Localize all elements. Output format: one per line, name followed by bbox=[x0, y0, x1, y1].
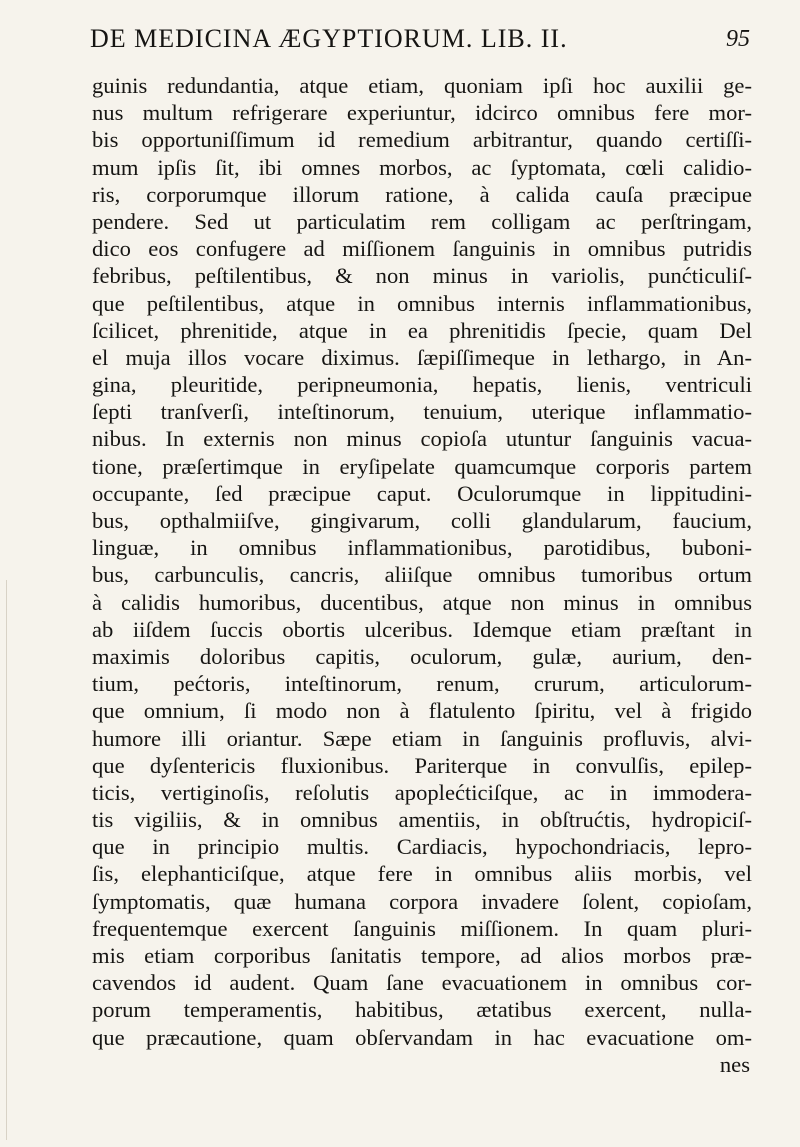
text-line: tium, pećtoris, inteſtinorum, renum, crurum, articulorum- bbox=[92, 671, 752, 697]
text-line: que peſtilentibus, atque in omnibus internis inflammationibus, bbox=[92, 290, 752, 316]
text-line: cavendos id audent. Quam ſane evacuationem in omnibus cor- bbox=[92, 970, 752, 996]
text-line: maximis doloribus capitis, oculorum, gulæ, aurium, den- bbox=[92, 643, 752, 669]
text-line: frequentemque exercent ſanguinis miſſionem. In quam pluri- bbox=[92, 915, 752, 941]
text-line: pendere. Sed ut particulatim rem colligam ac perſtringam, bbox=[92, 208, 752, 234]
text-line: ſis, elephanticiſque, atque fere in omnibus aliis morbis, vel bbox=[92, 861, 752, 887]
text-line: bus, opthalmiiſve, gingivarum, colli glandularum, faucium, bbox=[92, 508, 752, 533]
text-line: dico eos confugere ad miſſionem ſanguinis in omnibus putridis bbox=[92, 236, 752, 262]
text-line: que omnium, ſi modo non à flatulento ſpiritu, vel à frigido bbox=[92, 698, 752, 724]
text-line: que dyſentericis fluxionibus. Pariterque in convulſis, epilep- bbox=[92, 752, 752, 778]
page-header bbox=[90, 22, 750, 62]
text-line: tis vigiliis, & in omnibus amentiis, in obſtrućtis, hydropiciſ- bbox=[92, 807, 752, 833]
catchword: nes bbox=[719, 1051, 750, 1077]
text-line: ſymptomatis, quæ humana corpora invadere ſolent, copioſam, bbox=[92, 888, 752, 914]
text-line: ab iiſdem ſuccis obortis ulceribus. Idemque etiam præſtant in bbox=[92, 616, 752, 642]
text-line: ſepti tranſverſi, inteſtinorum, tenuium, uterique inflammatio- bbox=[92, 399, 752, 425]
text-line: gina, pleuritide, peripneumonia, hepatis, lienis, ventriculi bbox=[92, 372, 752, 398]
text-line: mis etiam corporibus ſanitatis tempore, ad alios morbos præ- bbox=[92, 943, 752, 968]
page-edge-line bbox=[6, 580, 7, 1140]
text-line: bus, carbunculis, cancris, aliiſque omnibus tumoribus ortum bbox=[92, 562, 752, 588]
body-text bbox=[92, 72, 752, 1078]
text-line: que præcautione, quam obſervandam in hac evacuatione om- bbox=[92, 1024, 752, 1050]
text-line: que in principio multis. Cardiacis, hypochondriacis, lepro- bbox=[92, 834, 752, 860]
text-line: febribus, peſtilentibus, & non minus in variolis, punćticuliſ- bbox=[92, 263, 752, 289]
text-line: nus multum refrigerare experiuntur, idcirco omnibus fere mor- bbox=[92, 100, 752, 126]
text-line: à calidis humoribus, ducentibus, atque non minus in omnibus bbox=[92, 589, 752, 615]
text-line: occupante, ſed præcipue caput. Oculorumque in lippitudini- bbox=[92, 480, 752, 506]
text-line: ticis, vertiginoſis, reſolutis apoplećticiſque, ac in immodera- bbox=[92, 779, 752, 805]
page-number: 95 bbox=[726, 26, 750, 52]
text-line: humore illi oriantur. Sæpe etiam in ſanguinis profluvis, alvi- bbox=[92, 725, 752, 751]
text-line: nibus. In externis non minus copioſa utuntur ſanguinis vacua- bbox=[92, 426, 752, 452]
text-line: ris, corporumque illorum ratione, à calida cauſa præcipue bbox=[92, 181, 752, 207]
text-line: porum temperamentis, habitibus, ætatibus exercent, nulla- bbox=[92, 997, 752, 1023]
text-line: tione, præſertimque in eryſipelate quamcumque corporis partem bbox=[92, 453, 752, 479]
text-line: guinis redundantia, atque etiam, quoniam ipſi hoc auxilii ge- bbox=[92, 73, 752, 98]
running-head: DE MEDICINA ÆGYPTIORUM. LIB. II. bbox=[90, 24, 568, 53]
text-line: ſcilicet, phrenitide, atque in ea phrenitidis ſpecie, quam Del bbox=[92, 317, 752, 343]
text-line: linguæ, in omnibus inflammationibus, parotidibus, buboni- bbox=[92, 535, 752, 561]
text-line: el muja illos vocare diximus. ſæpiſſimeque in lethargo, in An- bbox=[92, 344, 752, 370]
text-line: mum ipſis ſit, ibi omnes morbos, ac ſyptomata, cœli calidio- bbox=[92, 154, 752, 180]
text-line: bis opportuniſſimum id remedium arbitrantur, quando certiſſi- bbox=[92, 127, 752, 153]
